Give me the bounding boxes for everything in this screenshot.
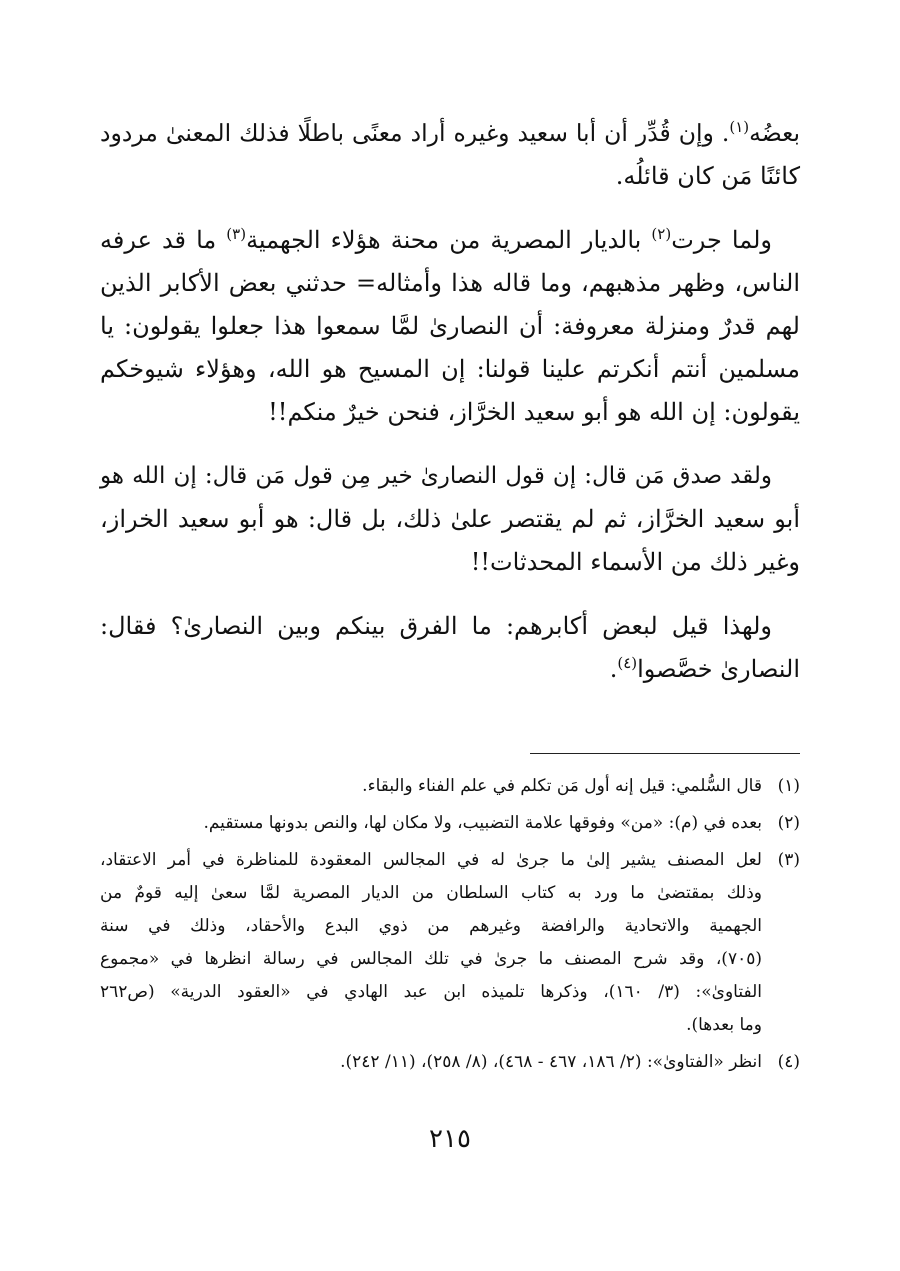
paragraph — [100, 219, 800, 434]
text-line: مسلمين أنتم أنكرتم علينا قولنا: إن المسيح هو الله، وهؤلاء شيوخكم — [100, 355, 800, 383]
text-line — [100, 112, 800, 155]
paragraph — [100, 605, 800, 691]
main-text — [100, 112, 800, 712]
footnotes — [100, 770, 800, 1083]
footnote-ref-1: (١) — [729, 118, 750, 137]
text-run: كائنًا مَن كان قائلُه. — [615, 162, 800, 190]
text-run: ما قد عرفه — [100, 226, 227, 254]
text-line — [100, 155, 800, 198]
text-line — [100, 648, 800, 691]
footnote-text — [100, 807, 762, 840]
text-line: لهم قدرٌ ومنزلة معروفة: أن النصارىٰ لمَّا سمعوا هذا جعلوا يقولون: يا — [100, 312, 800, 340]
text-run: . — [609, 655, 618, 683]
text-line: وغير ذلك من الأسماء المحدثات!! — [470, 548, 800, 576]
footnote-line: الجهمية والاتحادية والرافضة وغيرهم من ذوي البدع والأحقاد، وذلك في سنة — [100, 916, 762, 936]
footnote-1 — [100, 770, 800, 803]
footnote-line: بعده في (م): «من» وفوقها علامة التضبيب، ولا مكان لها، والنص بدونها مستقيم. — [203, 813, 762, 833]
text-line: ولقد صدق مَن قال: إن قول النصارىٰ خير مِن قول مَن قال: إن الله هو — [100, 463, 772, 489]
text-run: بعضُه — [749, 119, 800, 147]
footnote-ref-4: (٤) — [617, 654, 638, 672]
footnote-line: انظر «الفتاوىٰ»: (٢/ ١٨٦، ٤٦٧ - ٤٦٨)، (٨/ ٢٥٨)، (١١/ ٢٤٢). — [340, 1052, 762, 1072]
text-run: ولما جرت — [671, 226, 773, 254]
footnote-line: الفتاوىٰ»: (٣/ ١٦٠)، وذكرها تلميذه ابن عبد الهادي في «العقود الدرية» (ص٢٦٢ — [100, 982, 762, 1002]
footnote-line: (٧٠٥)، وقد شرح المصنف ما جرىٰ في تلك المجالس في رسالة انظرها في «مجموع — [100, 949, 762, 969]
footnote-ref-3: (٣) — [226, 225, 247, 243]
footnote-text — [100, 1046, 762, 1079]
footnote-number: (١) — [777, 776, 800, 796]
footnote-text — [100, 770, 762, 803]
text-line: يقولون: إن الله هو أبو سعيد الخرَّاز، فنحن خيرٌ منكم!! — [268, 398, 800, 426]
paragraph — [100, 455, 800, 584]
footnote-line: قال السُّلمي: قيل إنه أول مَن تكلم في علم الفناء والبقاء. — [362, 776, 762, 796]
text-line — [100, 219, 800, 262]
page-number: ٢١٥ — [429, 1124, 471, 1154]
text-run: . وإن قُدِّر أن أبا سعيد وغيره أراد معنًى باطلًا فذلك المعنىٰ مردود — [100, 119, 730, 147]
footnote-2 — [100, 807, 800, 840]
footnote-ref-2: (٢) — [651, 225, 672, 243]
text-line: أبو سعيد الخرَّاز، ثم لم يقتصر علىٰ ذلك، بل قال: هو أبو سعيد الخراز، — [100, 505, 800, 533]
footnote-line: لعل المصنف يشير إلىٰ ما جرىٰ له في المجالس المعقودة للمناظرة في أمر الاعتقاد، — [100, 850, 762, 870]
text-run: النصارىٰ خصَّصوا — [637, 655, 800, 683]
text-line: ولهذا قيل لبعض أكابرهم: ما الفرق بينكم وبين النصارىٰ؟ فقال: — [100, 612, 772, 640]
footnote-separator — [530, 753, 800, 754]
footnote-number: (٢) — [777, 813, 800, 833]
footnote-3 — [100, 844, 800, 1042]
footnote-number: (٤) — [777, 1052, 800, 1072]
text-run: بالديار المصرية من محنة هؤلاء الجهمية — [246, 226, 652, 254]
paragraph — [100, 112, 800, 198]
footnote-line: وذلك بمقتضىٰ ما ورد به كتاب السلطان من الديار المصرية لمَّا سعىٰ إليه قومٌ من — [100, 883, 762, 903]
footnote-4 — [100, 1046, 800, 1079]
footnote-line: وما بعدها). — [686, 1015, 762, 1035]
footnote-number: (٣) — [777, 850, 800, 870]
footnote-text — [100, 844, 762, 1042]
text-line: الناس، وظهر مذهبهم، وما قاله هذا وأمثاله= حدثني بعض الأكابر الذين — [100, 269, 800, 297]
